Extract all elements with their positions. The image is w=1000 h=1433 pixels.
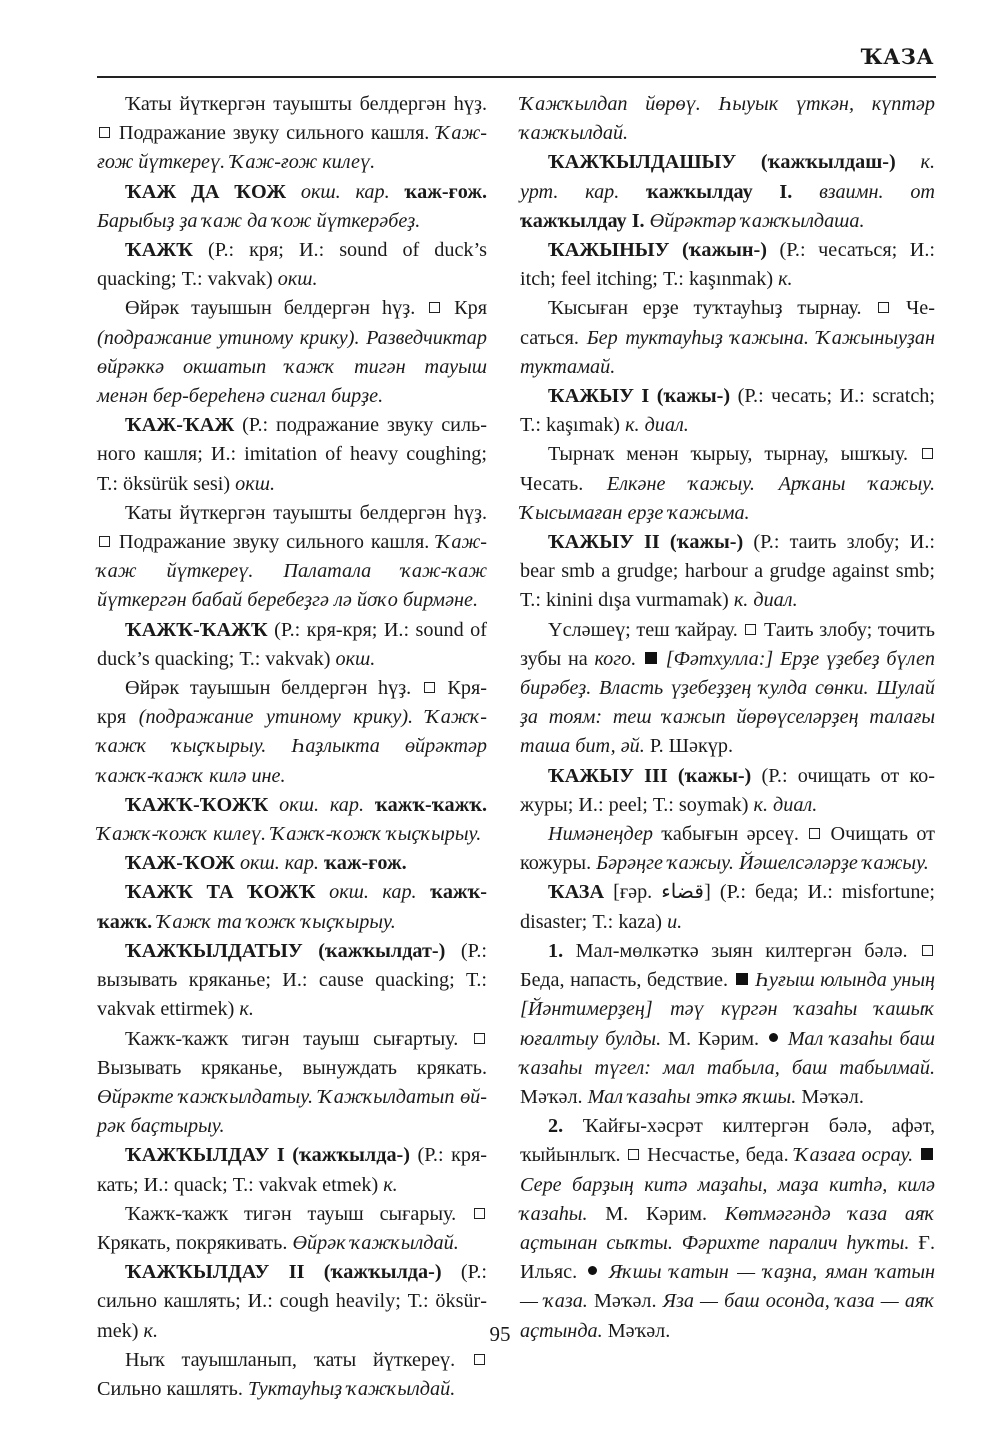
entry-text: Подражание звуку сильного кашля. (112, 531, 437, 554)
headword: ҠАЖҠ (125, 239, 193, 262)
entry-text: ҡажҡылдау I. (646, 180, 793, 203)
example-text: Яза — баш осонда, ҡаза — аяҡ аҫтында. (520, 1290, 935, 1342)
entry-text: М. Кәрим. (661, 1027, 766, 1050)
example-text: Өйрәктәр ҡажҡылдаша. (644, 209, 865, 232)
headword: ҠАЖҠЫЛДАШЫУ (548, 151, 737, 174)
entry-text: Таить злобу; точить зубы на (520, 618, 935, 670)
example-text: окш. кар. (268, 793, 375, 816)
dictionary-entry (97, 849, 487, 878)
entry-text: Кря-кря (97, 677, 487, 729)
example-text: к. (383, 1173, 398, 1196)
entry-text: Өйрәк тауышын белдергән һүҙ. (125, 677, 422, 700)
dictionary-entry (520, 762, 935, 820)
entry-text: ҡажҡ-ҡажҡ. (97, 881, 487, 933)
dictionary-entry (97, 791, 487, 849)
entry-text: (Р.: крякать; И.: quack; Т.: vakvak etmek) (97, 1144, 487, 1196)
example-text: и. (667, 910, 683, 933)
entry-text: Ҡысыған ерҙе туҡтауһыҙ тырнау. (548, 297, 877, 320)
headword: ҠАЖЫНЫУ (548, 239, 670, 262)
translation-marker-icon (474, 1208, 485, 1219)
entry-text: Тырнаҡ менән ҡырыу, тырнау, ышҡыу. (548, 443, 920, 466)
example-text: кого. (594, 647, 637, 670)
example-text: Барыбыҙ ҙа ҡаж да ҡож йүткерәбеҙ. (97, 209, 421, 232)
example-text: (подражание утиному крику). Разведчиктар өйрәккә окшатып ҡажҡ тигән тауыш менән бер-береһенә сигнал бирҙе. (97, 326, 487, 408)
dictionary-entry (97, 1346, 487, 1404)
headword: ҠАЖЫУ III (548, 764, 668, 787)
dictionary-entry (97, 411, 487, 499)
dictionary-entry (97, 236, 487, 294)
translation-marker-icon (745, 624, 756, 635)
entry-text: Сильно кашлять. (97, 1377, 248, 1400)
example-text: Ҡажҡылдап йөрөү. Һыуык үткән, күптәр ҡажҡылдай. (520, 93, 935, 145)
entry-text: Ҡажҡ-ҡажҡ тигән тауыш сығарыу. (125, 1202, 472, 1225)
example-text: Сере барҙың китә маҙаһы, маҙа китһә, килә ҡазаһы. (520, 1173, 935, 1225)
headword: ҠАЖҠЫЛДАУ I (125, 1144, 285, 1167)
entry-text: М. Кәрим. (587, 1202, 725, 1225)
entry-text (913, 1144, 919, 1166)
headword: ҠАЗА (548, 881, 605, 904)
headword: ҠАЖҠ-ҠАЖҠ (125, 618, 268, 641)
headword: ҠАЖ ДА ҠОЖ (125, 180, 287, 203)
translation-marker-icon (878, 302, 889, 313)
entry-text: Мәҡәл. (587, 1290, 663, 1313)
entry-text: Беда, напасть, бедствие. (520, 969, 734, 992)
example-text: окш. кар. (315, 881, 431, 904)
example-text: Туктауһыҙ ҡажҡылдай. (247, 1377, 456, 1400)
entry-text: Ныҡ тауышланып, ҡаты йүткереү. (125, 1348, 472, 1371)
entry-text: Мәҡәл. (520, 1085, 588, 1108)
left-column (97, 90, 487, 1404)
page-number: 95 (489, 1322, 511, 1346)
dictionary-entry (520, 440, 935, 528)
dictionary-entry (520, 90, 935, 148)
entry-text: 2. (548, 1115, 564, 1138)
translation-marker-icon (424, 682, 435, 693)
example-text: окш. кар. (286, 180, 405, 203)
entry-text: Вызывать кряканье, вынуждать крякать. (97, 1056, 487, 1079)
example-text: Ҡажҡ-ҡожҡ килеү. Ҡажҡ-ҡожҡ ҡыҫҡырыу. (97, 823, 482, 846)
entry-text: ҡажҡ-ҡажҡ. (374, 793, 487, 816)
example-text: Мал ҡазаһы эткә яҡшы. (587, 1085, 797, 1108)
dictionary-entry (97, 90, 487, 178)
example-text: Яҡшы ҡатын — ҡаҙна, яман ҡатын — ҡаза. (520, 1261, 936, 1313)
entry-text: Мал-мөлкәткә зыян килтергән бәлә. (563, 939, 920, 962)
dictionary-entry (97, 878, 487, 936)
entry-text: Несчастье, беда. (641, 1144, 795, 1167)
entry-text: Очищать от кожуры. (520, 823, 935, 875)
header-rule (97, 76, 936, 78)
entry-text: Мәҡәл. (602, 1319, 671, 1342)
example-text: к. урт. кар. (520, 151, 935, 203)
entry-text: (ҡажы-) (659, 531, 744, 554)
example-text: Ҡаж-ғож йүткереү. Ҡаж-ғож килеү. (97, 122, 487, 174)
translation-marker-icon (429, 302, 440, 313)
entry-text: (Р.: очищать от кожуры; И.: peel; Т.: soymak) (520, 764, 935, 816)
literary-example-marker-icon (736, 973, 748, 985)
translation-marker-icon (474, 1033, 485, 1044)
headword: ҠАЖҠ ТА ҠОЖҠ (125, 881, 316, 904)
headword: ҠАЖ-ҠОЖ (125, 852, 235, 875)
translation-marker-icon (99, 536, 110, 547)
entry-text: Р. Шәкүр. (644, 735, 734, 758)
dictionary-entry (97, 294, 487, 411)
example-text: окш. кар. (234, 852, 325, 875)
headword: ҠАЖҠЫЛДАУ II (125, 1261, 305, 1284)
entry-text: (Р.: чесаться; И.: itch; feel itching; Т.: kaşınmak) (520, 239, 935, 291)
dictionary-entry (520, 878, 935, 936)
entry-text: ҡаж-ғож. (324, 852, 407, 875)
dictionary-entry (97, 499, 487, 616)
dictionary-entry (97, 1200, 487, 1258)
example-text: Нимәнеңдер (548, 823, 654, 846)
entry-text: Ҡаты йүткергән тауышты белдергән һүҙ. (125, 93, 487, 115)
dictionary-entry (520, 148, 935, 236)
example-text: Мал ҡазаһы баш ҡазаһы түгел: мал табыла, баш табылмай. (520, 1027, 935, 1079)
example-text: к. (143, 1319, 159, 1342)
example-text: Бер туктауһыҙ ҡажына. Ҡажыныуҙан туктамай. (520, 326, 935, 378)
headword: ҠАЖҠЫЛДАТЫУ (125, 939, 303, 962)
translation-marker-icon (474, 1354, 485, 1365)
dictionary-entry (520, 937, 935, 1112)
entry-text: Крякать, покрякивать. (97, 1231, 293, 1254)
right-column (520, 90, 935, 1346)
entry-text: Ҡажҡ-ҡажҡ тигән тауыш сығартыу. (125, 1027, 472, 1050)
headword: ҠАЖЫУ II (548, 531, 660, 554)
dictionary-entry (520, 528, 935, 616)
entry-text: ҡаж-ғож. (404, 180, 487, 203)
dictionary-entry (97, 1141, 487, 1199)
example-text: Көтмәгәндә ҡаза аяҡ аҫтынан сыҡты. Фәрихте паралич һуҡты. (520, 1202, 935, 1254)
example-text: Ҡаж-ҡаж йүткереү. Палатала ҡаж-ҡаж йүткергән бабай беребеҙгә лә йоҡо бирмәне. (97, 531, 487, 612)
example-text: Ҡажҡ та ҡожҡ ҡыҫҡырыу. (152, 910, 396, 933)
dictionary-entry (97, 616, 487, 674)
headword: ҠАЖҠ-ҠОЖҠ (125, 793, 269, 816)
proverb-marker-icon (588, 1266, 597, 1275)
entry-text: (Р.: кря; И.: sound of duck’s quacking; Т.: vakvak) (97, 239, 487, 291)
example-text: Елкәне ҡажыу. Арҡаны ҡажыу. Ҡысымаған ерҙе ҡажыма. (520, 472, 935, 524)
translation-marker-icon (99, 127, 110, 138)
dictionary-entry (97, 178, 487, 236)
entry-text: Кря (442, 297, 487, 320)
dictionary-entry (520, 294, 935, 382)
example-text: к. (239, 998, 254, 1021)
entry-text: (ҡажҡылдат-) (302, 939, 446, 962)
literary-example-marker-icon (921, 1148, 933, 1160)
example-text: (подражание утиному крику). Ҡажҡ-ҡажҡ ҡыҫҡырыу. Һаҙлыкта өйрәктәр ҡажҡ-ҡажҡ килә ине. (97, 706, 487, 787)
proverb-marker-icon (769, 1033, 778, 1042)
translation-marker-icon (922, 448, 933, 459)
entry-text: (Р.: вызывать кряканье; И.: cause quacking; Т.: vakvak ettirmek) (97, 939, 487, 1021)
example-text: Өйрәк ҡажҡылдай. (292, 1231, 459, 1254)
entry-text: Ҡаты йүткергән тауышты белдергән һүҙ. (125, 501, 487, 524)
example-text: окш. (277, 268, 318, 291)
headword: ҠАЖ-ҠАЖ (125, 414, 235, 437)
entry-text: (ҡажҡылда-) (284, 1144, 410, 1167)
entry-text: (Р.: сильно кашлять; И.: cough heavily; Т.: öksürmek) (97, 1261, 487, 1342)
literary-example-marker-icon (645, 652, 657, 664)
running-head: ҠАЗА (860, 44, 934, 69)
example-text: взаимн. от (792, 180, 935, 203)
example-text: окш. (235, 472, 275, 495)
entry-text: Өйрәк тауышын белдергән һүҙ. (125, 297, 428, 320)
example-text: окш. (335, 647, 376, 670)
translation-marker-icon (628, 1149, 639, 1160)
example-text: Бәрәңге ҡажыу. Йәшелсәләрҙе ҡажыу. (596, 852, 929, 875)
dictionary-entry (97, 937, 487, 1025)
entry-text: (ҡажы-) (667, 764, 752, 787)
entry-text: ҡажҡылдау I. (520, 209, 645, 232)
entry-text: Чесаться. (520, 297, 935, 349)
entry-text: ҡабығын әрсеү. (653, 823, 808, 846)
example-text: к. диал. (625, 414, 689, 437)
entry-text: (Р.: чесать; И.: scratch; Т.: kaşımak) (520, 385, 936, 437)
entry-text: (ҡажҡылда-) (304, 1261, 442, 1284)
entry-text: 1. (548, 939, 564, 962)
entry-text: [ғәр. قضاء] (Р.: беда; И.: misfortune; disaster; Т.: kaza) (520, 881, 935, 933)
entry-text (636, 648, 643, 670)
entry-text: (ҡажы-) (649, 385, 731, 408)
headword: ҠАЖЫУ I (548, 385, 650, 408)
translation-marker-icon (809, 828, 820, 839)
entry-text: (Р.: кря-кря; И.: sound of duck’s quacking; Т.: vakvak) (97, 618, 487, 670)
dictionary-entry (520, 236, 935, 294)
example-text: Ҡазаға осрау. (794, 1144, 914, 1167)
dictionary-entry (97, 1025, 487, 1142)
example-text: Өйрәкте ҡажҡылдатыу. Ҡажҡылдатып өйрәк баҫтырыу. (97, 1085, 487, 1138)
entry-text: (Р.: подражание звуку сильного кашля; И.: imitation of heavy coughing; Т.: öksürük sesi) (97, 414, 487, 495)
entry-text: (ҡажын-) (669, 239, 767, 262)
example-text: [Фәтхулла:] Ерҙе үҙебеҙ бүлеп бирәбеҙ. Власть үҙебеҙҙең ҡулда сөнки. Шулай ҙа тоям: теш ҡажып йөрөүселәрҙең талағы таша бит, әй. (520, 647, 935, 758)
entry-text: Мәҡәл. (796, 1085, 864, 1108)
entry-text: Ҡайғы-хәсрәт килтергән бәлә, афәт, ҡыйынлыҡ. (520, 1115, 935, 1167)
dictionary-entry (520, 820, 935, 878)
example-text: Һуғыш юлында уның [Йәнтимерҙең] тәү күргән ҡазаһы ҡашыҡ юғалтыу булды. (520, 969, 935, 1050)
entry-text: Чесать. (520, 472, 607, 495)
example-text: к. (778, 268, 793, 291)
dictionary-entry (520, 1112, 935, 1346)
example-text: к. диал. (733, 589, 798, 612)
entry-text: Ғ. Ильяс. (520, 1231, 935, 1284)
translation-marker-icon (922, 945, 933, 956)
example-text: к. диал. (753, 793, 818, 816)
entry-text: (ҡажҡылдаш-) (736, 151, 896, 174)
entry-text: (Р.: таить злобу; И.: bear smb a grudge; harbour a grudge against smb; Т.: kinini dışa vurmamak) (520, 531, 936, 612)
dictionary-entry (520, 382, 935, 440)
entry-text: Подражание звуку сильного кашля. (112, 122, 437, 145)
dictionary-entry (520, 616, 935, 762)
entry-text: Үсләшеү; теш ҡайрау. (548, 618, 744, 641)
dictionary-entry (97, 674, 487, 791)
